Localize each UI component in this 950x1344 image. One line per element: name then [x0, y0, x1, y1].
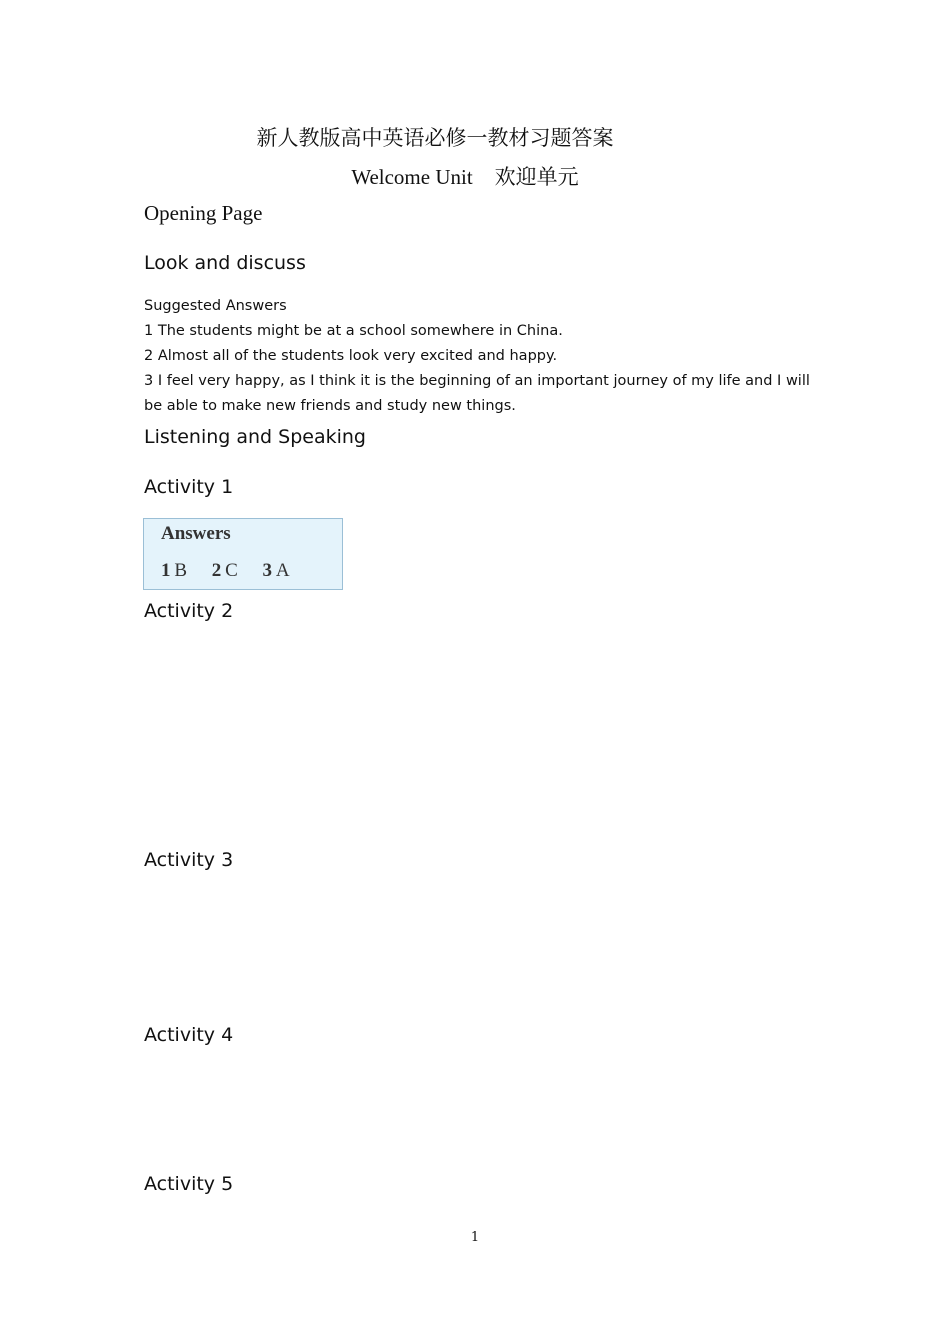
answers-box — [143, 518, 343, 590]
heading-activity-5: Activity 5 — [144, 1173, 234, 1195]
heading-listening-speaking: Listening and Speaking — [144, 426, 366, 448]
answer-line-2: 2 Almost all of the students look very excited and happy. — [144, 348, 558, 364]
suggested-answers-label: Suggested Answers — [144, 298, 287, 314]
answer-item: 3 A — [262, 560, 290, 581]
heading-activity-1: Activity 1 — [144, 476, 234, 498]
unit-title-cn: 欢迎单元 — [494, 165, 579, 189]
heading-activity-2: Activity 2 — [144, 600, 234, 622]
heading-look-and-discuss: Look and discuss — [144, 252, 306, 274]
document-title: 新人教版高中英语必修一教材习题答案 — [256, 126, 614, 150]
answer-item: 1 B — [161, 560, 187, 581]
heading-opening-page: Opening Page — [144, 201, 263, 225]
answer-line-3: 3 I feel very happy, as I think it is the beginning of an important journey of my life and I will be able to make new friends and study new things. — [144, 373, 810, 414]
heading-activity-3: Activity 3 — [144, 849, 234, 871]
answers-box-row — [161, 560, 310, 582]
answers-box-title: Answers — [161, 523, 231, 544]
answer-item: 2 C — [211, 560, 238, 581]
heading-activity-4: Activity 4 — [144, 1024, 234, 1046]
answer-line-1: 1 The students might be at a school somewhere in China. — [144, 323, 563, 339]
unit-title-en: Welcome Unit — [351, 165, 473, 189]
unit-title — [0, 161, 930, 191]
page-number: 1 — [470, 1230, 480, 1245]
